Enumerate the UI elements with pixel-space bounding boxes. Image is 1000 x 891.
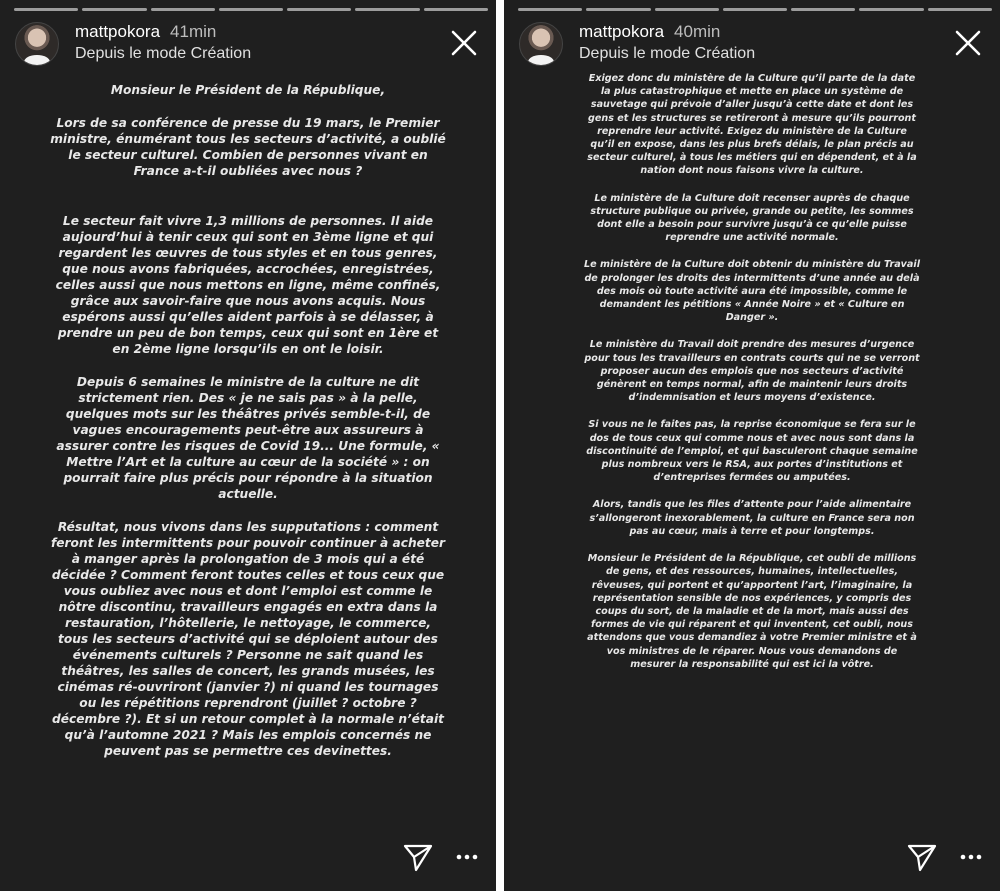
progress-segment [655, 8, 719, 11]
story-header [15, 20, 486, 68]
progress-segment [82, 8, 146, 11]
progress-segment [859, 8, 923, 11]
story-text [50, 82, 446, 776]
avatar[interactable] [15, 22, 59, 66]
progress-segment [14, 8, 78, 11]
story-paragraph: Exigez donc du ministère de la Culture qu’il parte de la date la plus catastrophique et mette en place un système de sauvetage qui prévoie d’aller jusqu’à cette date et dont les gens et les structures se retireront à mesure qu’ils pourront reprendre leur activité. Exigez du ministère de la Culture qu’il en expose, dans les plus brefs délais, le plan précis au secteur culturel, à tous les métiers qui en dépendent, et à la nation dont nous faisons vivre la culture. [587, 73, 917, 177]
story-text [584, 72, 920, 685]
user-line [579, 22, 720, 42]
story-progress-bar [518, 8, 992, 11]
close-icon[interactable] [450, 29, 478, 57]
progress-segment [151, 8, 215, 11]
progress-segment [219, 8, 283, 11]
send-icon[interactable] [402, 841, 434, 873]
username[interactable]: mattpokora [579, 22, 665, 41]
avatar[interactable] [519, 22, 563, 66]
story-progress-bar [14, 8, 488, 11]
story-panel-left[interactable] [0, 0, 496, 891]
post-time: 40min [674, 22, 721, 41]
story-paragraph: Résultat, nous vivons dans les supputations : comment feront les intermittents pour pouvoir continuer à acheter à manger après la prolongation de 3 mois qui a été décidée ? Comment feront toutes celles et tous ceux que vous oubliez avec nous et dont l’emploi est comme le nôtre discontinu, travailleurs engagés en extra dans la restauration, l’hôtellerie, le nettoyage, le commerce, tous les secteurs d’activité qui se déploient autour des événements culturels ? Personne ne sait quand les théâtres, les salles de concert, les grands musées, les cinémas ré-ouvriront (janvier ?) ni quand les tournages ou les répétitions reprendront (juillet ? octobre ? décembre ?). Et si un retour complet à la normale n’était qu’à l’automne 2021 ? Mais les emplois concernés ne peuvent pas se permettre ces devinettes. [50, 520, 446, 758]
user-line [75, 22, 216, 42]
post-time: 41min [170, 22, 217, 41]
story-paragraph: Depuis 6 semaines le ministre de la culture ne dit strictement rien. Des « je ne sais pas » à la pelle, quelques mots sur les théâtres privés semble-t-il, de vagues encouragements peut-être aux assureurs à assurer contre les risques de Covid 19... Une formule, « Mettre l’Art et la culture au cœur de la société » : on pourrait faire plus précis pour répondre à la situation actuelle. [56, 375, 440, 501]
story-paragraph: Alors, tandis que les files d’attente pour l’aide alimentaire s’allongeront inexorablement, la culture en France sera non pas au cœur, mais à terre et pour longtemps. [589, 499, 915, 537]
progress-segment [355, 8, 419, 11]
story-paragraph: Le ministère de la Culture doit obtenir du ministère du Travail de prolonger les droits des intermittents d’une année au delà des mois où toute activité aura été impossible, comme le demandent les pétitions « Année Noire » et « Culture en Danger ». [584, 259, 920, 324]
story-source-label: Depuis le mode Création [579, 45, 756, 62]
story-panel-right[interactable] [504, 0, 1000, 891]
close-icon[interactable] [954, 29, 982, 57]
progress-segment [928, 8, 992, 11]
story-paragraph: Le ministère de la Culture doit recenser auprès de chaque structure publique ou privée, grande ou petite, les sommes dont elle a besoin pour survivre jusqu’à ce qu’elle puisse reprendre une activité normale. [590, 192, 914, 244]
progress-segment [723, 8, 787, 11]
progress-segment [791, 8, 855, 11]
story-paragraph: Le ministère du Travail doit prendre des mesures d’urgence pour tous les travailleurs en contrats courts qui ne se verront proposer aucun des emplois que nos secteurs d’activité génèrent en temps normal, afin de maintenir leurs droits d’indemnisation et leurs moyens d’existence. [584, 339, 920, 404]
story-paragraph: Lors de sa conférence de presse du 19 mars, le Premier ministre, énumérant tous les secteurs d’activité, a oublié le secteur culturel. Combien de personnes vivant en France a-t-il oubliées avec nous ? [50, 116, 446, 178]
more-icon[interactable] [456, 853, 478, 861]
progress-segment [424, 8, 488, 11]
more-icon[interactable] [960, 853, 982, 861]
username[interactable]: mattpokora [75, 22, 161, 41]
story-paragraph: Monsieur le Président de la République, [110, 83, 386, 97]
progress-segment [287, 8, 351, 11]
progress-segment [518, 8, 582, 11]
story-footer [402, 841, 478, 873]
story-footer [906, 841, 982, 873]
story-source-label: Depuis le mode Création [75, 45, 252, 62]
story-header [519, 20, 990, 68]
story-paragraph: Si vous ne le faites pas, la reprise économique se fera sur le dos de tous ceux qui comme nous et avec nous sont dans la discontinuité de l’emploi, et qui basculeront chaque semaine plus nombreux vers le RSA, aux portes d’institutions et d’entreprises fermées ou amputées. [586, 419, 918, 484]
progress-segment [586, 8, 650, 11]
story-paragraph: Monsieur le Président de la République, cet oubli de millions de gens, et des ressources, humaines, intellectuelles, rêveuses, qui portent et qu’apportent l’art, l’imaginaire, la représentation sensible de nos expériences, y compris des coups du sort, de la maladie et de la mort, mais aussi des formes de vie qui réparent et qui inventent, cet oubli, nous attendons que vous demandiez à votre Premier ministre et à vos ministres de le réparer. Nous vous demandons de mesurer la responsabilité qui est ici la vôtre. [587, 553, 917, 670]
send-icon[interactable] [906, 841, 938, 873]
story-paragraph: Le secteur fait vivre 1,3 millions de personnes. Il aide aujourd’hui à tenir ceux qui sont en 3ème ligne et qui regardent les œuvres de tous styles et en tous genres, que nous avons fabriquées, accrochées, enregistrées, celles aussi que nous mettons en ligne, même confinés, grâce aux savoir-faire que nous avons acquis. Nous espérons aussi qu’elles aident parfois à se délasser, à prendre un peu de bon temps, ceux qui sont en 1ère et en 2ème ligne lorsqu’ils en ont le loisir. [55, 214, 441, 356]
